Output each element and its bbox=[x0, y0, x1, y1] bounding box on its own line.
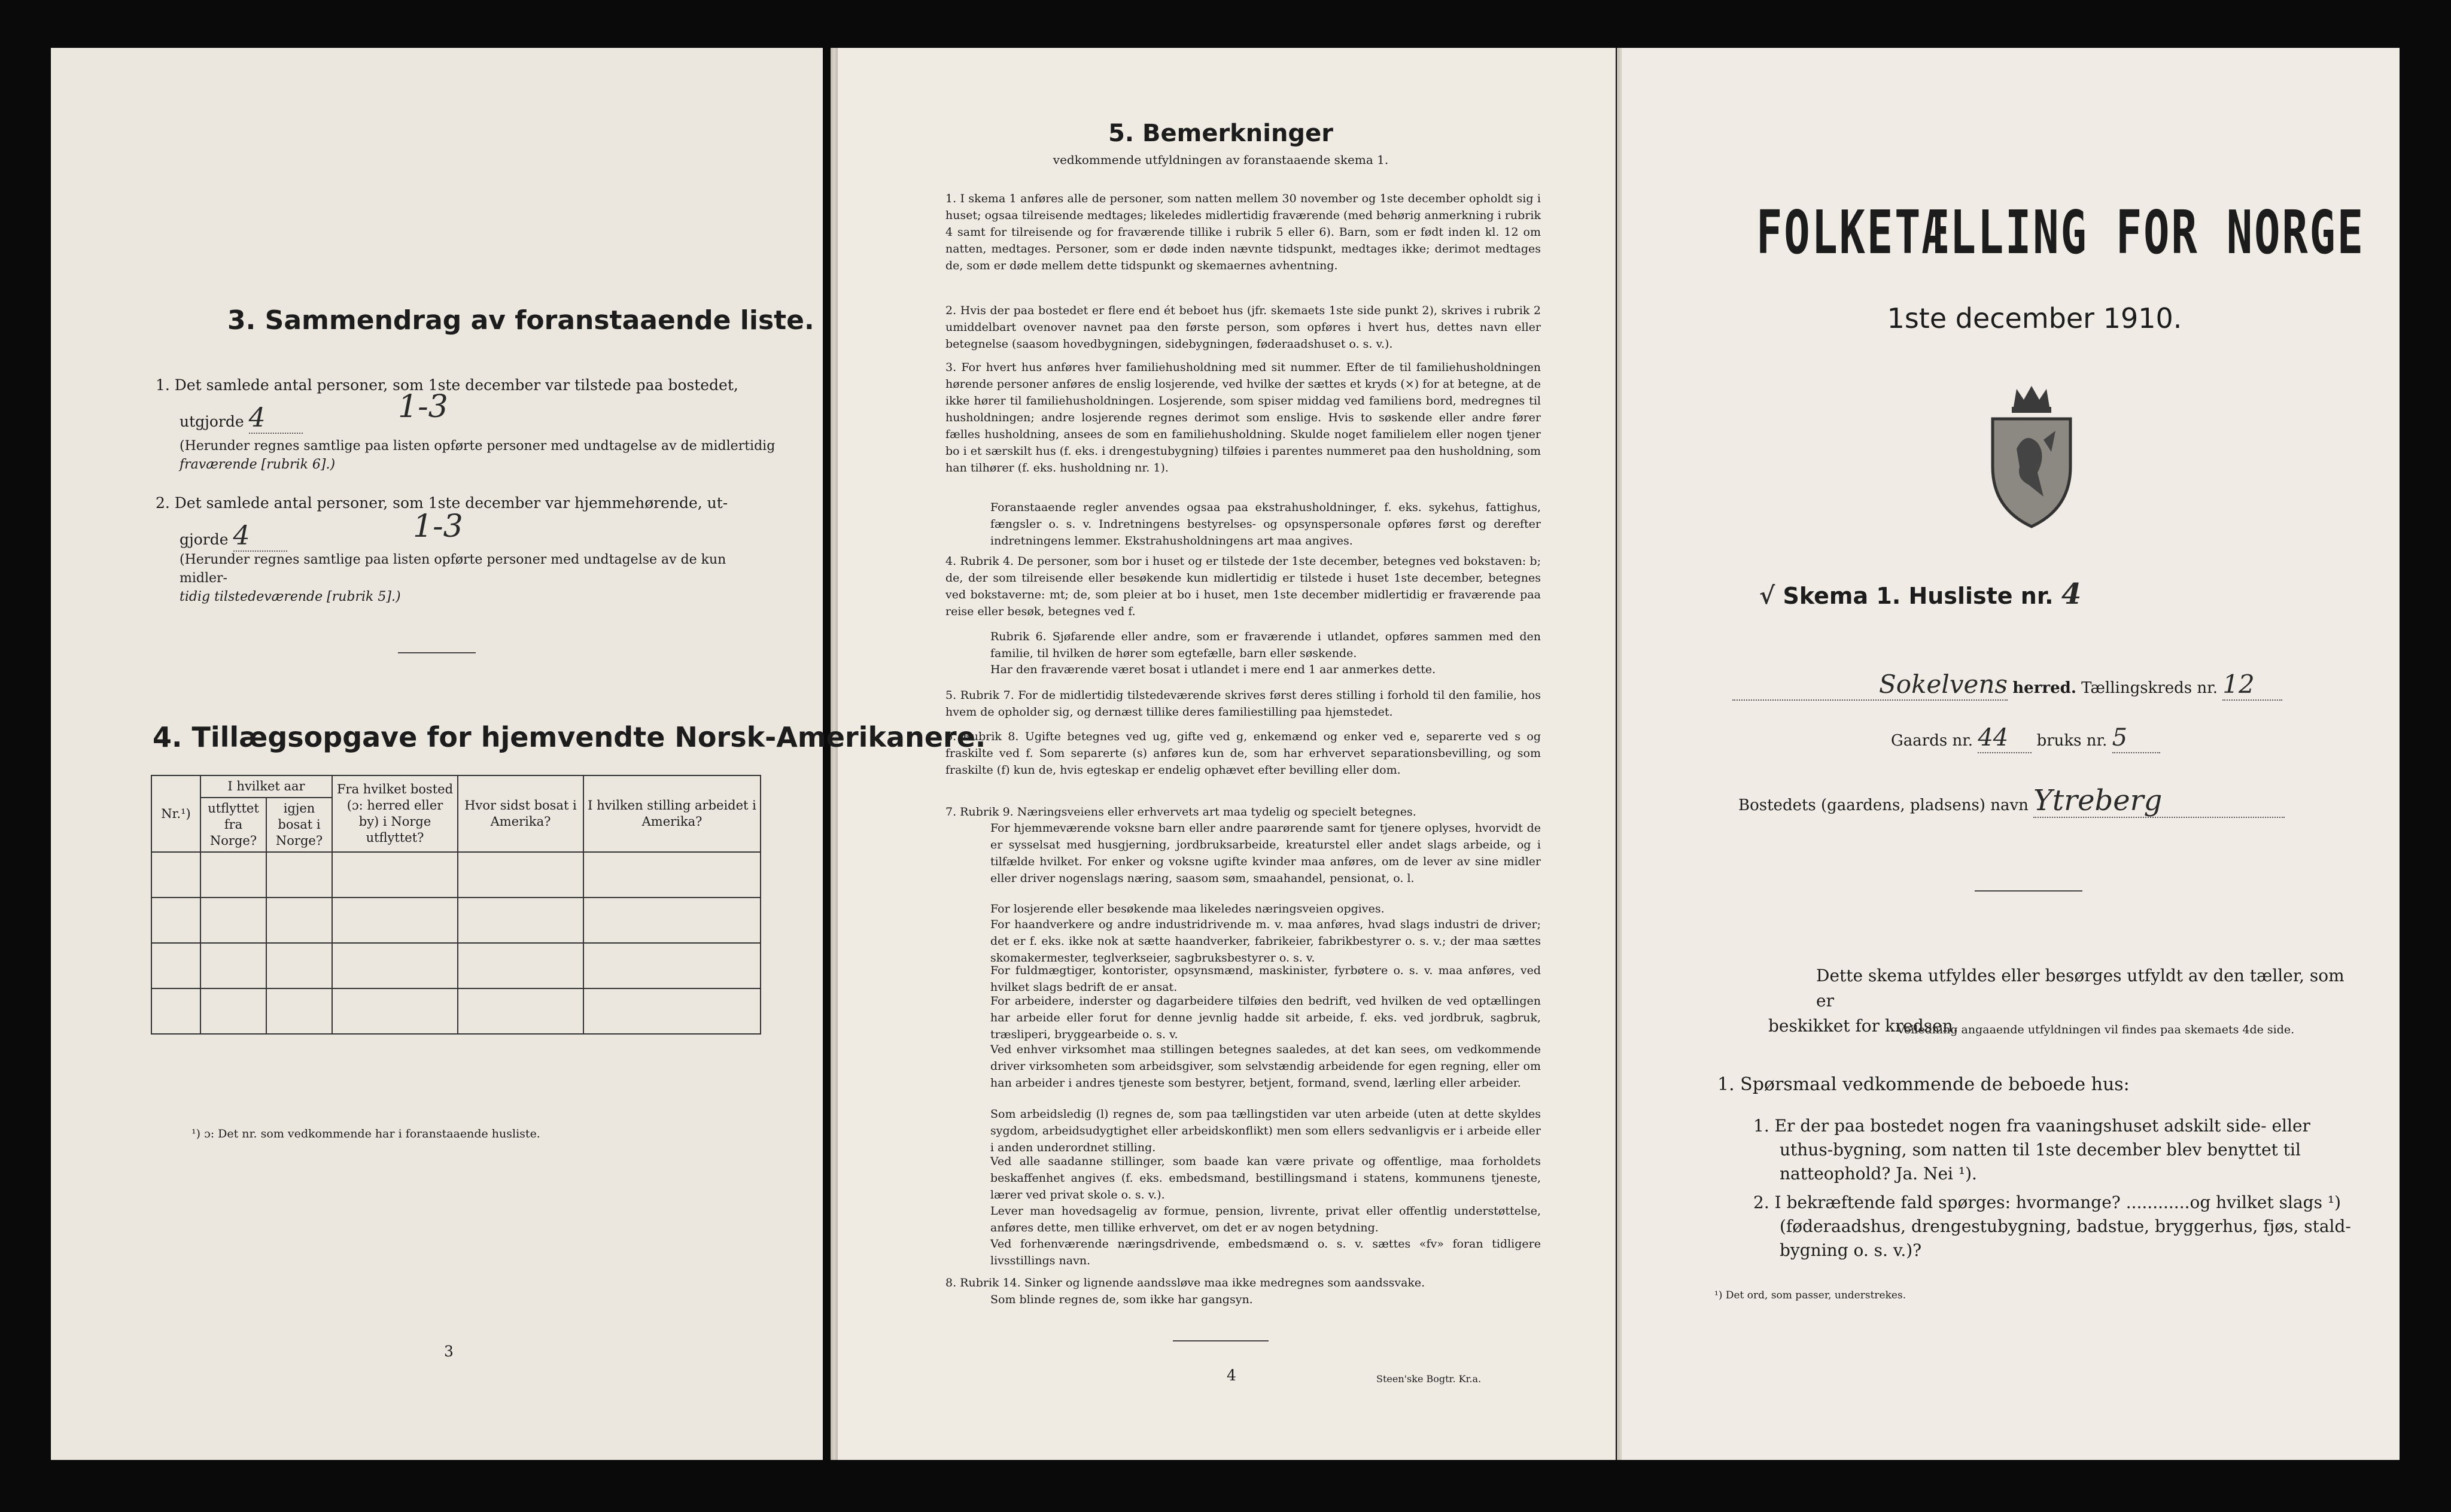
summary-item1-line: utgjorde 4 bbox=[180, 407, 303, 434]
bruks-value: 5 bbox=[2112, 724, 2128, 752]
summary-item1-text: 1. Det samlede antal personer, som 1ste december var tilstede paa bostedet, bbox=[156, 376, 738, 394]
document-title: FOLKETÆLLING FOR NORGE bbox=[1756, 197, 2365, 267]
ornament-divider bbox=[1975, 890, 2082, 892]
page-left bbox=[51, 48, 823, 1460]
husliste-nr-value: 4 bbox=[2061, 577, 2082, 611]
col-group-year: I hvilket aar bbox=[200, 775, 332, 798]
coat-of-arms-icon bbox=[1981, 383, 2082, 533]
footnote: ¹) ɔ: Det nr. som vedkommende har i foranstaaende husliste. bbox=[191, 1127, 540, 1140]
page-fold bbox=[831, 48, 838, 1460]
remark-item: 8. Rubrik 14. Sinker og lignende aandssløve maa ikke medregnes som aandssvake. bbox=[945, 1276, 1425, 1289]
printer-note: Steen'ske Bogtr. Kr.a. bbox=[1376, 1373, 1482, 1385]
table-row bbox=[151, 852, 761, 898]
footnote: ¹) Det ord, som passer, understrekes. bbox=[1714, 1289, 1906, 1301]
col-fra-bosted: Fra hvilket bosted (ɔ: herred eller by) i Norge utflyttet? bbox=[332, 775, 458, 852]
remark-item: Ved forhenværende næringsdrivende, embedsmænd o. s. v. sættes «fv» foran tidligere livsstillings navn. bbox=[990, 1237, 1541, 1267]
summary-item1-note: (Herunder regnes samtlige paa listen opførte personer med undtagelse av de midlertidig fraværende [rubrik 6].) bbox=[180, 439, 776, 472]
table-row bbox=[151, 988, 761, 1034]
summary-item2-text: 2. Det samlede antal personer, som 1ste december var hjemmehørende, ut- bbox=[156, 494, 728, 512]
remark-item: Som blinde regnes de, som ikke har gangsyn. bbox=[990, 1293, 1253, 1306]
questions-header: 1. Spørsmaal vedkommende de beboede hus: bbox=[1717, 1074, 2130, 1095]
check-mark: √ bbox=[1759, 582, 1775, 610]
bemerkninger-title: 5. Bemerkninger bbox=[1108, 120, 1333, 147]
remark-item: Foranstaaende regler anvendes ogsaa paa ekstrahusholdninger, f. eks. sykehus, fattighus, fængsler o. s. v. Indretningens bestyrelses- og opsynspersonale opføres først og derefter indretningens lemmer. Ekstrahusholdningens art maa angives. bbox=[990, 501, 1541, 547]
col-bosat: igjen bosat i Norge? bbox=[266, 798, 332, 852]
intro-text: Dette skema utfyldes eller besørges utfyldt av den tæller, som er beskikket for kredsen. bbox=[1768, 966, 2344, 1036]
remark-item: For fuldmægtiger, kontorister, opsynsmænd, maskinister, fyrbøtere o. s. v. maa anføres, ved hvilket slags bedrift de er ansat. bbox=[990, 964, 1541, 994]
table-row bbox=[151, 943, 761, 988]
remark-item: 5. Rubrik 7. For de midlertidig tilstedeværende skrives først deres stilling i forhold til den familie, hos hvem de opholder sig, og dernæst tillike deres familiestilling paa hjemstedet. bbox=[945, 689, 1541, 719]
herred-line: Sokelvens herred. Tællingskreds nr. 12 bbox=[1732, 673, 2361, 701]
bosted-value: Ytreberg bbox=[2033, 784, 2163, 817]
remark-item: 4. Rubrik 4. De personer, som bor i huset og er tilstede der 1ste december, betegnes ved bokstaven: b; de, der som tilreisende eller besøkende kun midlertidig er tilstede i huset 1ste december, betegnes ved bokstaverne: mt; de, som pleier at bo i huset, men 1ste december midlertidig er fraværende paa reise eller besøk, betegnes ved f. bbox=[945, 555, 1541, 618]
remark-item: For hjemmeværende voksne barn eller andre paarørende samt for tjenere oplyses, hvorvidt de er sysselsat med husgjerning, jordbruksarbeide, kreaturstel eller andet slags arbeide, og i tilfælde hvilket. For enker og voksne ugifte kvinder maa anføres, om de lever av sine midler eller driver nogenslags næring, saasom søm, smaahandel, pensionat, o. l. bbox=[990, 822, 1541, 885]
table-row bbox=[151, 898, 761, 943]
remark-item: 3. For hvert hus anføres hver familiehusholdning med sit nummer. Efter de til familiehusholdningen hørende personer anføres de enslig losjerende, ved hvilke der sættes et kryds (×) for at betegne, at de ikke hører til familiehusholdningen. Losjerende, som spiser middag ved familiens bord, medregnes til husholdningen; andre losjerende regnes derimot som enslige. Hvis to søskende eller andre fører fælles husholdning, ansees de som en familiehusholdning. Skulde noget familielem eller nogen tjener bo i et særskilt hus (f. eks. i drengestubygning) tilføies i parentes nummeret paa den husholdning, som han tilhører (f. eks. husholdning nr. 1). bbox=[945, 361, 1541, 474]
section4-title: 4. Tillægsopgave for hjemvendte Norsk-Amerikanere. bbox=[153, 721, 986, 753]
remark-item: Rubrik 6. Sjøfarende eller andre, som er fraværende i utlandet, opføres sammen med den familie, til hvilken de hører som egtefælle, barn eller søskende. bbox=[990, 630, 1541, 660]
col-sidst-bosat: Hvor sidst bosat i Amerika? bbox=[458, 775, 583, 852]
kreds-value: 12 bbox=[2222, 670, 2255, 699]
gaards-value: 44 bbox=[1978, 724, 2009, 752]
page-number: 4 bbox=[1227, 1367, 1236, 1384]
remark-item: Lever man hovedsagelig av formue, pension, livrente, privat eller offentlig understøttelse, anføres dette, men tillike erhvervet, om det er av nogen betydning. bbox=[990, 1204, 1541, 1234]
divider bbox=[1173, 1340, 1269, 1341]
page-number: 3 bbox=[444, 1343, 454, 1360]
norsk-amerikanere-table bbox=[151, 775, 761, 1035]
census-date: 1ste december 1910. bbox=[1887, 302, 2182, 334]
handwritten-value: 4 bbox=[248, 403, 266, 433]
remark-item: 7. Rubrik 9. Næringsveiens eller erhvervets art maa tydelig og specielt betegnes. bbox=[945, 805, 1416, 819]
bemerkninger-subtitle: vedkommende utfyldningen av foranstaaende skema 1. bbox=[1053, 153, 1389, 167]
gaards-line: Gaards nr. 44 bruks nr. 5 bbox=[1891, 727, 2160, 753]
veiledning: Veiledning angaaende utfyldningen vil findes paa skemaets 4de side. bbox=[1897, 1023, 2295, 1036]
handwritten-value: 4 bbox=[233, 521, 250, 551]
remark-item: 6. Rubrik 8. Ugifte betegnes ved ug, gifte ved g, enkemænd og enker ved e, separerte ved s og fraskilte ved f. Som separerte (s) anføres kun de, som har erhvervet separationsbevilling, og som fraskilte (f) kun de, hvis egteskap er endelig ophævet efter bevilling eller dom. bbox=[945, 730, 1541, 777]
summary-item2-line: gjorde 4 bbox=[180, 525, 287, 552]
remark-item: Ved enhver virksomhet maa stillingen betegnes saaledes, at det kan sees, om vedkommende driver virksomheten som arbeidsgiver, som selvstændig arbeidende for egen regning, eller om han arbeider i andres tjeneste som bestyrer, betjent, formand, svend, lærling eller arbeider. bbox=[990, 1043, 1541, 1090]
remark-item: For arbeidere, inderster og dagarbeidere tilføies den bedrift, ved hvilken de ved optællingen har arbeide eller forut for denne jevnlig hadde sit arbeide, f. eks. ved jordbruk, sagbruk, træsliperi, bryggearbeide o. s. v. bbox=[990, 994, 1541, 1041]
remark-item: Som arbeidsledig (l) regnes de, som paa tællingstiden var uten arbeide (uten at dette skyldes sygdom, arbeidsudygtighet eller arbeidskonflikt) men som ellers sedvanligvis er i arbeide eller i anden underordnet stilling. bbox=[990, 1108, 1541, 1154]
question-1: 1. Er der paa bostedet nogen fra vaaningshuset adskilt side- eller uthus-bygning, som natten til 1ste december blev benyttet til natteophold? Ja. Nei ¹). bbox=[1753, 1116, 2310, 1184]
col-utflyttet: utflyttet fra Norge? bbox=[200, 798, 266, 852]
herred-value: Sokelvens bbox=[1879, 670, 2008, 699]
remark-item: For haandverkere og andre industridrivende m. v. maa anføres, hvad slags industri de driver; det er f. eks. ikke nok at sætte haandverker, fabrikeier, fabrikbestyrer o. s. v.; der maa sættes skomakermester, teglverkseier, sagbruksbestyrer o. s. v. bbox=[990, 918, 1541, 965]
col-stilling: I hvilken stilling arbeidet i Amerika? bbox=[583, 775, 761, 852]
handwritten-range: 1-3 bbox=[398, 389, 448, 425]
question-2: 2. I bekræftende fald spørges: hvormange? ............og hvilket slags ¹) (føderaadshus, drengestubygning, badstue, bryggerhus, fjøs, stald- bygning o. s. v.)? bbox=[1753, 1192, 2351, 1260]
col-nr: Nr.¹) bbox=[151, 775, 200, 852]
summary-item2-note: (Herunder regnes samtlige paa listen opførte personer med undtagelse av de kun midler- tidig tilstedeværende [rubrik 5].) bbox=[180, 552, 726, 604]
skema-line: √ Skema 1. Husliste nr. 4 bbox=[1759, 577, 2082, 611]
handwritten-range: 1-3 bbox=[413, 509, 463, 544]
remark-item: For losjerende eller besøkende maa likeledes næringsveien opgives. bbox=[990, 902, 1385, 915]
section3-title: 3. Sammendrag av foranstaaende liste. bbox=[227, 305, 814, 336]
remark-item: Har den fraværende været bosat i utlandet i mere end 1 aar anmerkes dette. bbox=[990, 663, 1436, 676]
bosted-line: Bostedets (gaardens, pladsens) navn Ytreberg bbox=[1738, 790, 2285, 818]
divider bbox=[398, 652, 476, 653]
remark-item: 2. Hvis der paa bostedet er flere end ét beboet hus (jfr. skemaets 1ste side punkt 2), skrives i rubrik 2 umiddelbart ovenover navnet paa den første person, som opføres i hvert hus, dettes navn eller betegnelse (saasom hovedbygningen, sidebygningen, føderaadshuset o. s. v.). bbox=[945, 304, 1541, 351]
remark-item: Ved alle saadanne stillinger, som baade kan være private og offentlige, maa forholdets beskaffenhet angives (f. eks. embedsmand, bestillingsmand i statens, kommunens tjeneste, lærer ved privat skole o. s. v.). bbox=[990, 1155, 1541, 1201]
remark-item: 1. I skema 1 anføres alle de personer, som natten mellem 30 november og 1ste december opholdt sig i huset; ogsaa tilreisende medtages; likeledes midlertidig fraværende (med behørig anmerkning i rubrik 4 samt for tilreisende og for fraværende tillike i rubrik 5 eller 6). Barn, som er født inden kl. 12 om natten, medtages. Personer, som er døde inden nævnte tidspunkt, medtages ikke; derimot medtages de, som er døde mellem dette tidspunkt og skemaernes avhentning. bbox=[945, 192, 1541, 272]
